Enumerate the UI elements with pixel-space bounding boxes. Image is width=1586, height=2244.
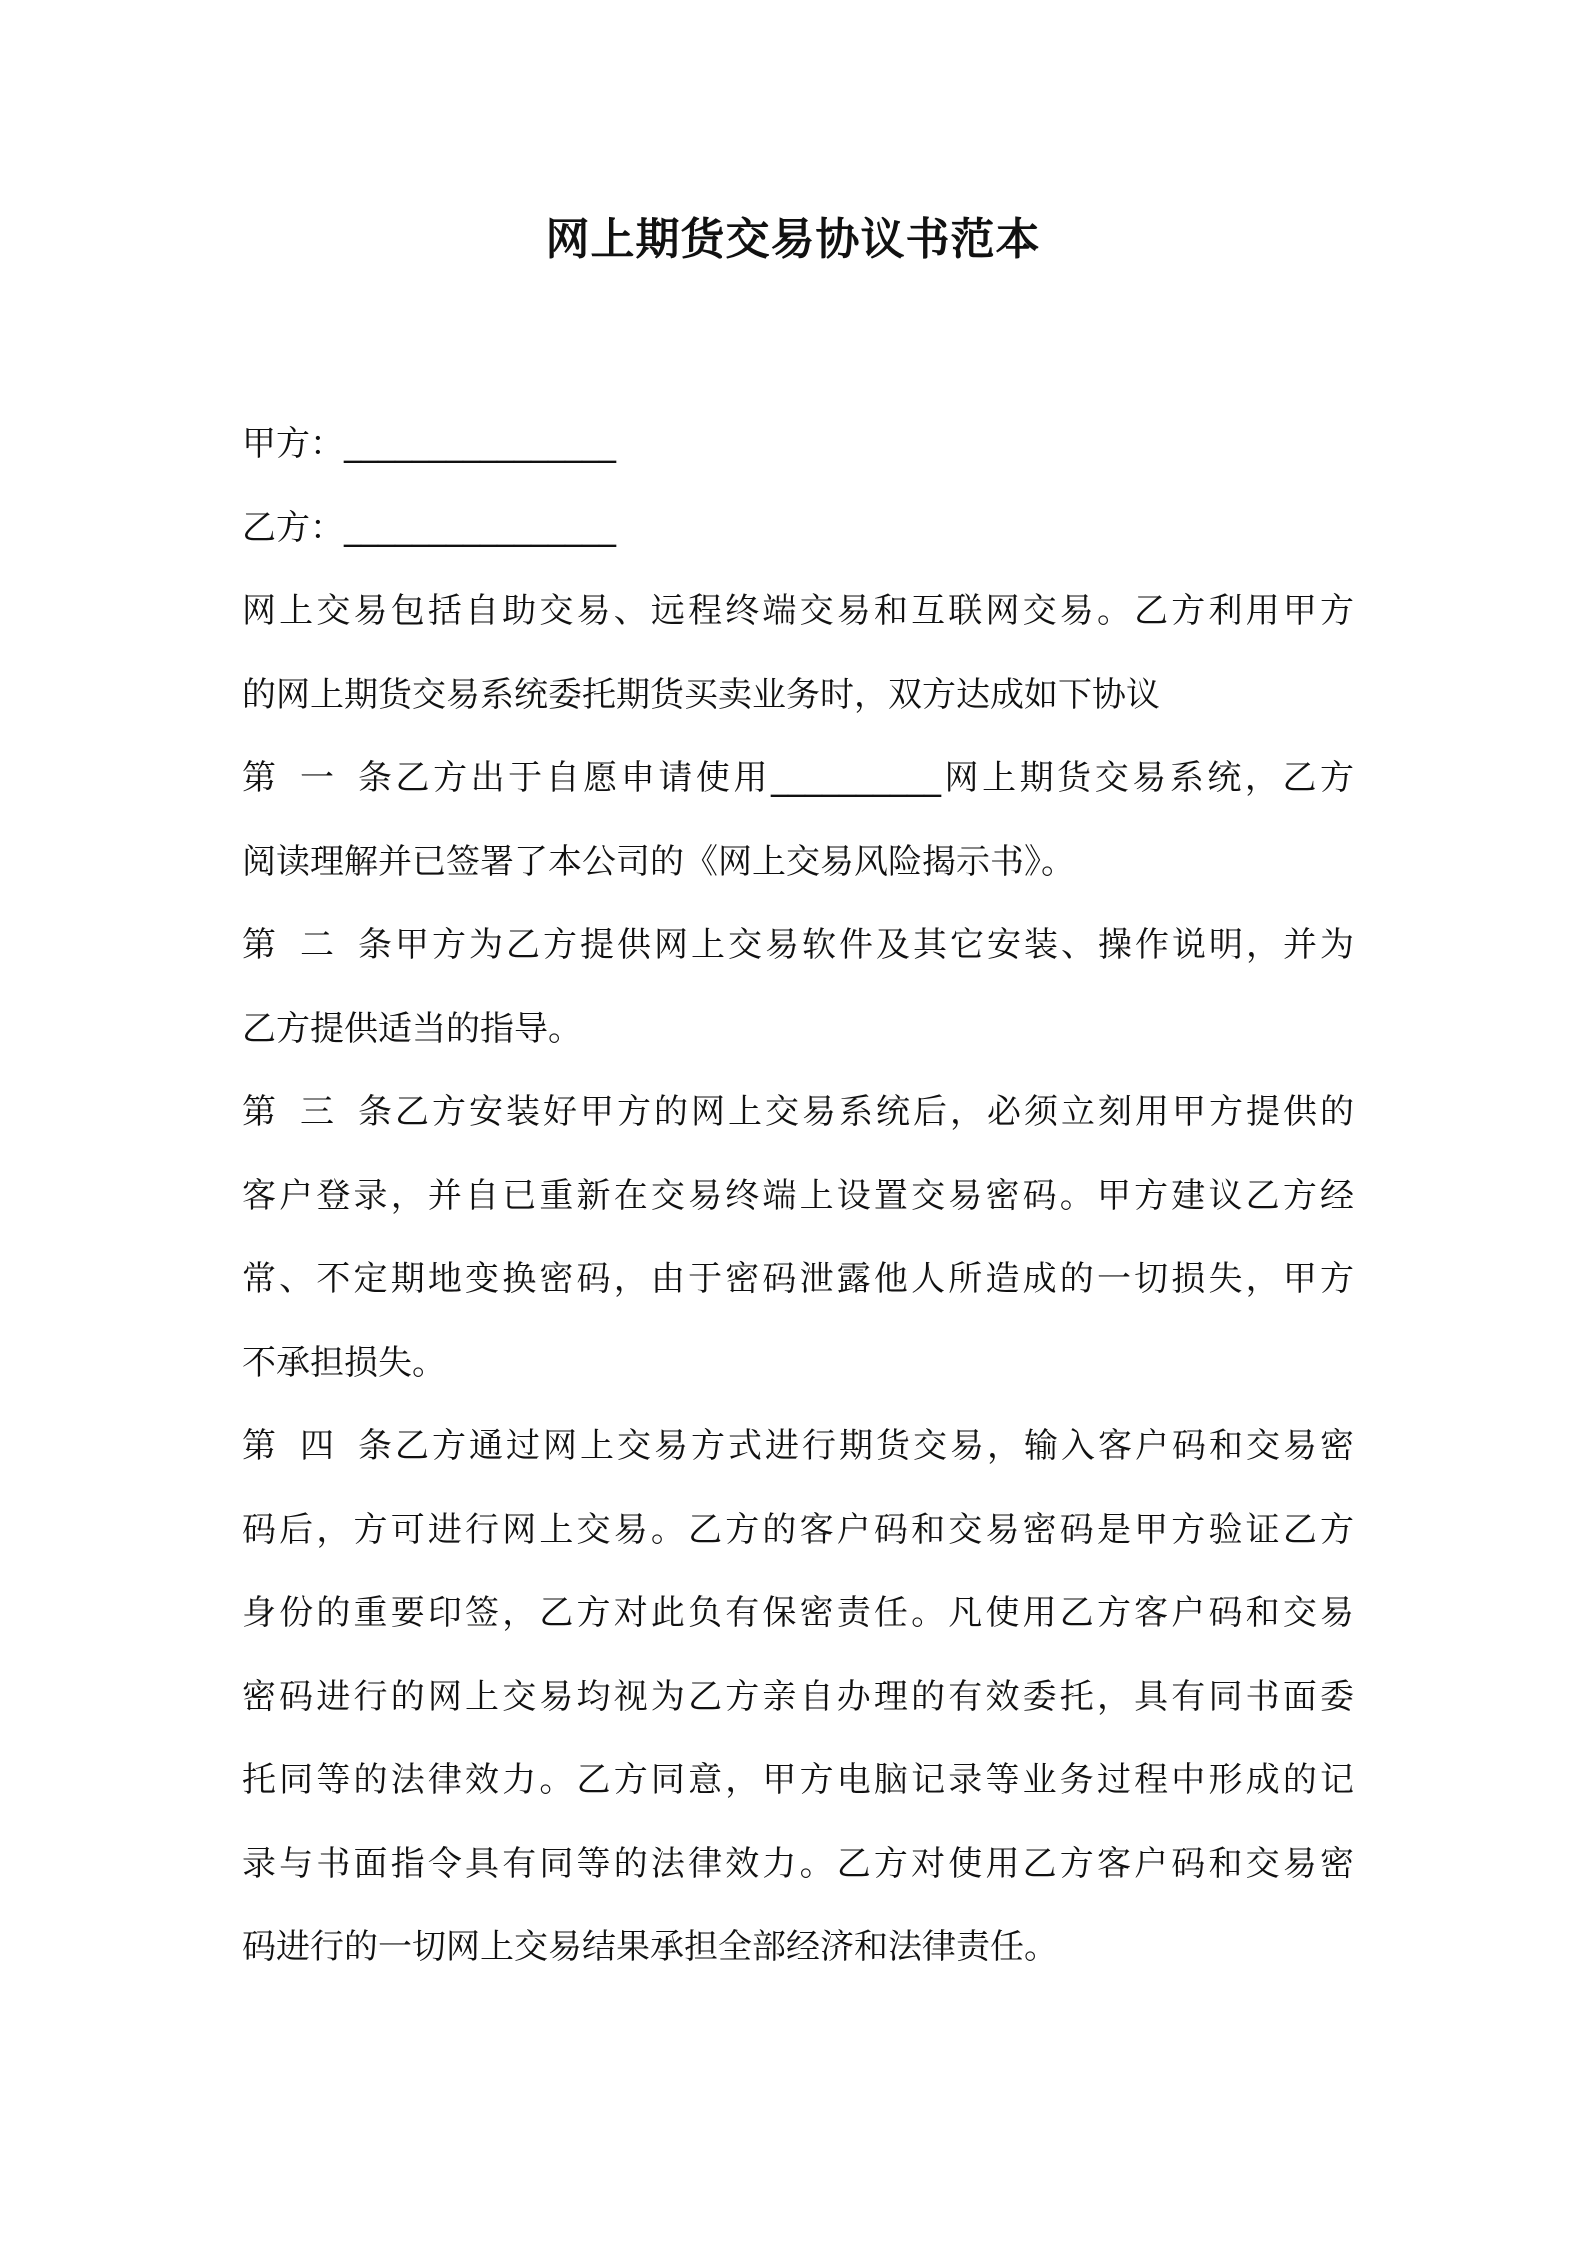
article-4-line-7: 码进行的一切网上交易结果承担全部经济和法律责任。 [242, 1927, 1058, 1967]
article-1-label: 第一条 [242, 758, 392, 798]
article-4-label: 第四条 [242, 1426, 392, 1466]
document-title: 网上期货交易协议书范本 [545, 214, 1041, 265]
intro-line-1: 网上交易包括自助交易、远程终端交易和互联网交易。乙方利用甲方 [242, 591, 1354, 631]
article-3-text: 乙方安装好甲方的网上交易系统后，必须立刻用甲方提供的 [392, 1092, 1354, 1132]
article-3-line-2: 客户登录，并自已重新在交易终端上设置交易密码。甲方建议乙方经 [242, 1175, 1354, 1216]
article-1-text-before-blank: 乙方出于自愿申请使用 [392, 758, 771, 798]
document-body [242, 403, 1354, 1990]
article-1-text-after-blank: 网上期货交易系统，乙方 [941, 758, 1354, 798]
article-3-first-line [242, 1071, 1354, 1155]
article-2-line-2: 乙方提供适当的指导。 [242, 1008, 582, 1049]
article-4-line-4: 密码进行的网上交易均视为乙方亲自办理的有效委托，具有同书面委 [242, 1676, 1354, 1717]
article-4-line-2: 码后，方可进行网上交易。乙方的客户码和交易密码是甲方验证乙方 [242, 1509, 1354, 1550]
article-3-label: 第三条 [242, 1092, 392, 1132]
article-1-blank: __________ [771, 758, 941, 798]
party-b-label: 乙方： [242, 507, 344, 548]
article-1-first-line [242, 737, 1354, 821]
article-4-line-3: 身份的重要印签，乙方对此负有保密责任。凡使用乙方客户码和交易 [242, 1593, 1354, 1633]
party-b-line [242, 487, 1354, 571]
article-2-text: 甲方为乙方提供网上交易软件及其它安装、操作说明，并为 [392, 925, 1354, 965]
party-a-blank: ________________ [344, 424, 616, 464]
article-4-line-5: 托同等的法律效力。乙方同意，甲方电脑记录等业务过程中形成的记 [242, 1760, 1354, 1800]
article-1-line-2: 阅读理解并已签署了本公司的《网上交易风险揭示书》。 [242, 841, 1075, 882]
article-2-first-line [242, 904, 1354, 988]
article-4-line-6: 录与书面指令具有同等的法律效力。乙方对使用乙方客户码和交易密 [242, 1843, 1354, 1884]
intro-line-2: 的网上期货交易系统委托期货买卖业务时，双方达成如下协议 [242, 674, 1160, 715]
party-b-blank: ________________ [344, 507, 616, 548]
article-4-text: 乙方通过网上交易方式进行期货交易，输入客户码和交易密 [392, 1426, 1354, 1466]
article-3-line-3: 常、不定期地变换密码，由于密码泄露他人所造成的一切损失，甲方 [242, 1259, 1354, 1299]
article-3-line-4: 不承担损失。 [242, 1342, 446, 1383]
party-a-line [242, 403, 1354, 487]
article-2-label: 第二条 [242, 925, 392, 965]
party-a-label: 甲方： [242, 424, 344, 464]
article-4-first-line [242, 1405, 1354, 1489]
